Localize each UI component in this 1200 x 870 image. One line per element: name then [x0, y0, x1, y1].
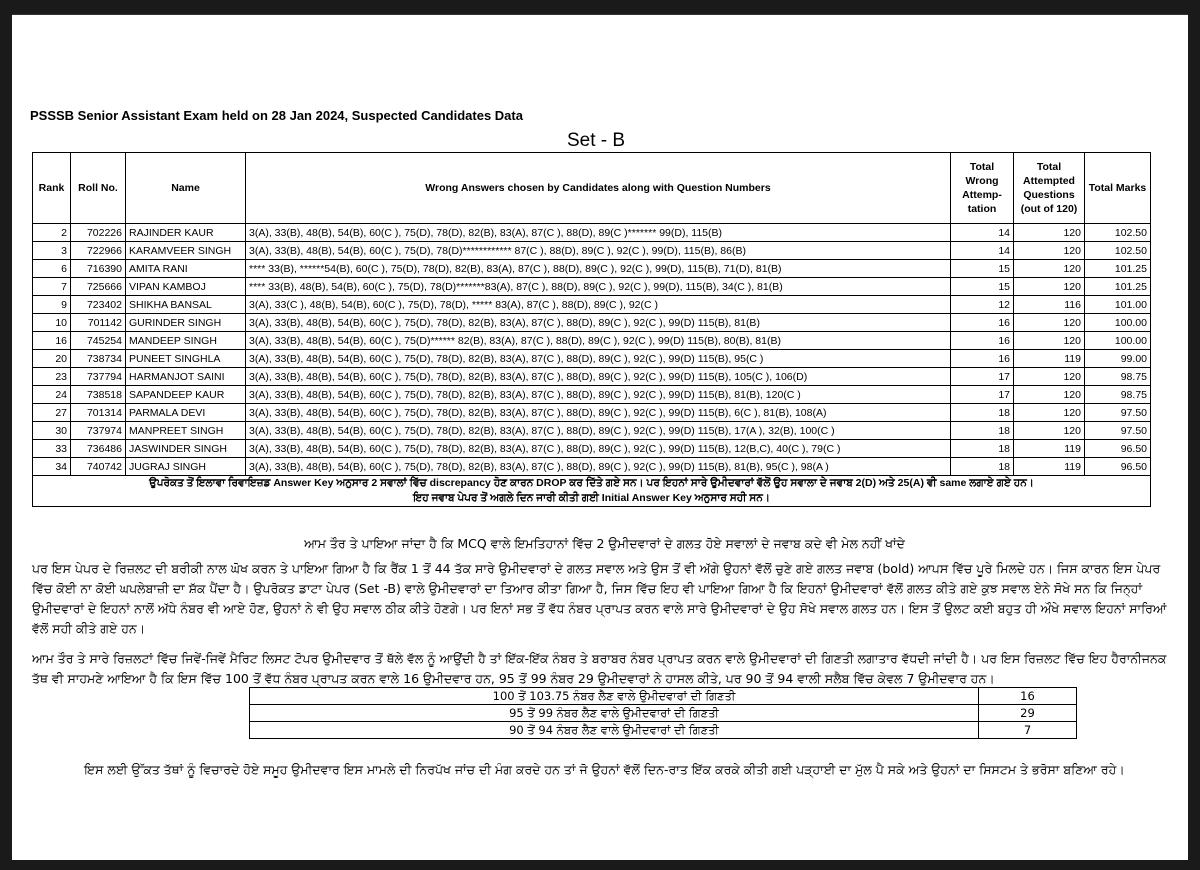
rank-cell: 10 — [33, 314, 71, 332]
table-row — [33, 440, 1151, 458]
summary-table — [249, 687, 1077, 739]
rank-cell: 34 — [33, 458, 71, 476]
summary-row — [250, 722, 1077, 739]
note-line-1: ਉਪਰੋਕਤ ਤੋਂ ਇਲਾਵਾ ਰਿਵਾਇਜ਼ਡ Answer Key ਅਨੁਸਾਰ 2 ਸਵਾਲਾਂ ਵਿੱਚ discrepancy ਹੋਣ ਕਾਰਨ DROP ਕਰ ਦਿੱਤੇ ਗਏ ਸਨ। ਪਰ ਇਹਨਾਂ ਸਾਰੇ ਉਮੀਦਵਾਰਾਂ ਵੱਲੋਂ ਉਹ ਸਵਾਲਾ ਦੇ ਜਵਾਬ 2(D) ਅਤੇ 25(A) ਵੀ same ਲਗਾਏ ਗਏ ਹਨ। — [149, 477, 1034, 489]
rank-cell: 6 — [33, 260, 71, 278]
total-marks-cell: 96.50 — [1085, 458, 1151, 476]
total-attempted-cell: 120 — [1014, 260, 1085, 278]
summary-label: 95 ਤੋਂ 99 ਨੰਬਰ ਲੈਣ ਵਾਲੇ ਉਮੀਦਵਾਰਾਂ ਦੀ ਗਿਣਤੀ — [250, 705, 979, 722]
total-wrong-cell: 17 — [951, 368, 1014, 386]
paragraph-1: ਆਮ ਤੌਰ ਤੇ ਪਾਇਆ ਜਾਂਦਾ ਹੈ ਕਿ MCQ ਵਾਲੇ ਇਮਤਿਹਾਨਾਂ ਵਿੱਚ 2 ਉਮੀਦਵਾਰਾਂ ਦੇ ਗਲਤ ਹੋਏ ਸਵਾਲਾਂ ਦੇ ਜਵਾਬ ਕਦੇ ਵੀ ਮੇਲ ਨਹੀਂ ਖਾਂਦੇ — [304, 536, 905, 551]
roll-no-cell: 737974 — [71, 422, 126, 440]
table-row — [33, 458, 1151, 476]
table-row — [33, 332, 1151, 350]
total-wrong-cell: 18 — [951, 458, 1014, 476]
summary-value: 7 — [979, 722, 1077, 739]
rank-cell: 24 — [33, 386, 71, 404]
roll-no-cell: 738734 — [71, 350, 126, 368]
total-attempted-cell: 116 — [1014, 296, 1085, 314]
total-wrong-cell: 17 — [951, 386, 1014, 404]
summary-row — [250, 705, 1077, 722]
table-row — [33, 278, 1151, 296]
total-attempted-cell: 120 — [1014, 404, 1085, 422]
roll-no-cell: 701142 — [71, 314, 126, 332]
wrong-answers-cell: **** 33(B), ******54(B), 60(C ), 75(D), 78(D), 82(B), 83(A), 87(C ), 88(D), 89(C ), 92(C ), 99(D), 115(B), 71(D), 81(B) — [246, 260, 951, 278]
header-name: Name — [126, 153, 246, 224]
summary-value: 29 — [979, 705, 1077, 722]
header-wrong-answers: Wrong Answers chosen by Candidates along with Question Numbers — [246, 153, 951, 224]
total-attempted-cell: 119 — [1014, 458, 1085, 476]
total-attempted-cell: 120 — [1014, 242, 1085, 260]
name-cell: HARMANJOT SAINI — [126, 368, 246, 386]
name-cell: PARMALA DEVI — [126, 404, 246, 422]
total-marks-cell: 98.75 — [1085, 368, 1151, 386]
name-cell: MANDEEP SINGH — [126, 332, 246, 350]
total-marks-cell: 101.00 — [1085, 296, 1151, 314]
total-wrong-cell: 16 — [951, 332, 1014, 350]
paragraph-4: ਇਸ ਲਈ ਉੱਕਤ ਤੱਥਾਂ ਨੂੰ ਵਿਚਾਰਦੇ ਹੋਏ ਸਮੂਹ ਉਮੀਦਵਾਰ ਇਸ ਮਾਮਲੇ ਦੀ ਨਿਰਪੱਖ ਜਾਂਚ ਦੀ ਮੰਗ ਕਰਦੇ ਹਨ ਤਾਂ ਜੋ ਉਹਨਾਂ ਵੱਲੋਂ ਦਿਨ-ਰਾਤ ਇੱਕ ਕਰਕੇ ਕੀਤੀ ਗਈ ਪੜ੍ਹਾਈ ਦਾ ਮੁੱਲ ਪੈ ਸਕੇ ਅਤੇ ਉਹਨਾਂ ਦਾ ਸਿਸਟਮ ਤੇ ਭਰੋਸਾ ਬਣਿਆ ਰਹੇ। — [84, 762, 1125, 777]
wrong-answers-cell: 3(A), 33(B), 48(B), 54(B), 60(C ), 75(D), 78(D), 82(B), 83(A), 87(C ), 88(D), 89(C ), 92(C ), 99(D) 115(B), 81(B) — [246, 314, 951, 332]
summary-value: 16 — [979, 688, 1077, 705]
wrong-answers-cell: 3(A), 33(B), 48(B), 54(B), 60(C ), 75(D), 78(D), 82(B), 83(A), 87(C ), 88(D), 89(C ), 92(C ), 99(D) 115(B), 95(C ) — [246, 350, 951, 368]
rank-cell: 23 — [33, 368, 71, 386]
paragraph-3: ਆਮ ਤੌਰ ਤੇ ਸਾਰੇ ਰਿਜ਼ਲਟਾਂ ਵਿੱਚ ਜਿਵੇਂ-ਜਿਵੇਂ ਮੈਰਿਟ ਲਿਸਟ ਟੋਪਰ ਉਮੀਦਵਾਰ ਤੋਂ ਥੱਲੇ ਵੱਲ ਨੂੰ ਆਉਂਦੀ ਹੈ ਤਾਂ ਇੱਕ-ਇੱਕ ਨੰਬਰ ਤੇ ਬਰਾਬਰ ਨੰਬਰ ਪ੍ਰਾਪਤ ਕਰਨ ਵਾਲੇ ਉਮੀਦਵਾਰਾਂ ਦੀ ਗਿਣਤੀ ਲਗਾਤਾਰ ਵੱਧਦੀ ਜਾਂਦੀ ਹੈ। ਪਰ ਇਸ ਰਿਜ਼ਲਟ ਵਿੱਚ ਇਹ ਹੈਰਾਨੀਜਨਕ ਤੱਥ ਵੀ ਸਾਹਮਣੇ ਆਇਆ ਹੈ ਕਿ ਇਸ ਵਿੱਚ 100 ਤੋਂ ਵੱਧ ਨੰਬਰ ਪ੍ਰਾਪਤ ਕਰਨ ਵਾਲੇ 16 ਉਮੀਦਵਾਰ ਹਨ, 95 ਤੋਂ 99 ਨੰਬਰ 29 ਉਮੀਦਵਾਰਾਂ ਨੇ ਹਾਸਲ ਕੀਤੇ, ਪਰ 90 ਤੋਂ 94 ਵਾਲੀ ਸਲੈਬ ਵਿੱਚ ਕੇਵਲ 7 ਉਮੀਦਵਾਰ ਹਨ। — [32, 651, 1167, 686]
roll-no-cell: 740742 — [71, 458, 126, 476]
roll-no-cell: 736486 — [71, 440, 126, 458]
name-cell: GURINDER SINGH — [126, 314, 246, 332]
table-row — [33, 296, 1151, 314]
table-row — [33, 368, 1151, 386]
header-total-attempted: Total Attempted Questions (out of 120) — [1014, 153, 1085, 224]
header-total-marks: Total Marks — [1085, 153, 1151, 224]
total-marks-cell: 101.25 — [1085, 278, 1151, 296]
roll-no-cell: 737794 — [71, 368, 126, 386]
name-cell: SHIKHA BANSAL — [126, 296, 246, 314]
summary-label: 100 ਤੋਂ 103.75 ਨੰਬਰ ਲੈਣ ਵਾਲੇ ਉਮੀਦਵਾਰਾਂ ਦੀ ਗਿਣਤੀ — [250, 688, 979, 705]
set-label: Set - B — [567, 130, 626, 151]
wrong-answers-cell: 3(A), 33(B), 48(B), 54(B), 60(C ), 75(D), 78(D), 82(B), 83(A), 87(C ), 88(D), 89(C ), 92(C ), 99(D) 115(B), 17(A ), 32(B), 100(C ) — [246, 422, 951, 440]
total-wrong-cell: 16 — [951, 314, 1014, 332]
rank-cell: 27 — [33, 404, 71, 422]
roll-no-cell: 716390 — [71, 260, 126, 278]
summary-label: 90 ਤੋਂ 94 ਨੰਬਰ ਲੈਣ ਵਾਲੇ ਉਮੀਦਵਾਰਾਂ ਦੀ ਗਿਣਤੀ — [250, 722, 979, 739]
table-row — [33, 350, 1151, 368]
name-cell: KARAMVEER SINGH — [126, 242, 246, 260]
roll-no-cell: 702226 — [71, 224, 126, 242]
total-wrong-cell: 18 — [951, 440, 1014, 458]
total-attempted-cell: 120 — [1014, 422, 1085, 440]
total-marks-cell: 101.25 — [1085, 260, 1151, 278]
rank-cell: 2 — [33, 224, 71, 242]
total-attempted-cell: 119 — [1014, 440, 1085, 458]
total-marks-cell: 97.50 — [1085, 422, 1151, 440]
total-attempted-cell: 120 — [1014, 368, 1085, 386]
total-wrong-cell: 14 — [951, 224, 1014, 242]
total-attempted-cell: 120 — [1014, 332, 1085, 350]
table-row — [33, 314, 1151, 332]
total-marks-cell: 100.00 — [1085, 314, 1151, 332]
total-marks-cell: 100.00 — [1085, 332, 1151, 350]
header-roll: Roll No. — [71, 153, 126, 224]
table-row — [33, 260, 1151, 278]
rank-cell: 33 — [33, 440, 71, 458]
rank-cell: 7 — [33, 278, 71, 296]
rank-cell: 3 — [33, 242, 71, 260]
note-line-2: ਇਹ ਜਵਾਬ ਪੇਪਰ ਤੋਂ ਅਗਲੇ ਦਿਨ ਜਾਰੀ ਕੀਤੀ ਗਈ Initial Answer Key ਅਨੁਸਾਰ ਸਹੀ ਸਨ। — [413, 492, 770, 504]
total-wrong-cell: 15 — [951, 278, 1014, 296]
total-wrong-cell: 14 — [951, 242, 1014, 260]
name-cell: MANPREET SINGH — [126, 422, 246, 440]
total-marks-cell: 99.00 — [1085, 350, 1151, 368]
summary-body — [250, 688, 1077, 739]
table-body — [33, 224, 1151, 476]
roll-no-cell: 701314 — [71, 404, 126, 422]
summary-row — [250, 688, 1077, 705]
note-cell — [33, 476, 1151, 507]
total-attempted-cell: 119 — [1014, 350, 1085, 368]
note-row — [33, 476, 1151, 507]
rank-cell: 9 — [33, 296, 71, 314]
name-cell: JASWINDER SINGH — [126, 440, 246, 458]
wrong-answers-cell: 3(A), 33(B), 48(B), 54(B), 60(C ), 75(D), 78(D), 82(B), 83(A), 87(C ), 88(D), 89(C ), 92(C ), 99(D) 115(B), 6(C ), 81(B), 108(A) — [246, 404, 951, 422]
roll-no-cell: 745254 — [71, 332, 126, 350]
wrong-answers-cell: 3(A), 33(B), 48(B), 54(B), 60(C ), 75(D), 78(D), 82(B), 83(A), 87(C ), 88(D), 89(C ), 92(C ), 99(D) 115(B), 81(B), 95(C ), 98(A ) — [246, 458, 951, 476]
total-marks-cell: 97.50 — [1085, 404, 1151, 422]
roll-no-cell: 722966 — [71, 242, 126, 260]
name-cell: RAJINDER KAUR — [126, 224, 246, 242]
total-marks-cell: 96.50 — [1085, 440, 1151, 458]
total-marks-cell: 102.50 — [1085, 224, 1151, 242]
name-cell: SAPANDEEP KAUR — [126, 386, 246, 404]
table-row — [33, 242, 1151, 260]
name-cell: VIPAN KAMBOJ — [126, 278, 246, 296]
wrong-answers-cell: 3(A), 33(B), 48(B), 54(B), 60(C ), 75(D), 78(D)************ 87(C ), 88(D), 89(C ), 92(C ), 99(D), 115(B), 86(B) — [246, 242, 951, 260]
wrong-answers-cell: 3(A), 33(B), 48(B), 54(B), 60(C ), 75(D), 78(D), 82(B), 83(A), 87(C ), 88(D), 89(C )******* 99(D), 115(B) — [246, 224, 951, 242]
total-attempted-cell: 120 — [1014, 314, 1085, 332]
header-total-wrong: Total Wrong Attemp-tation — [951, 153, 1014, 224]
total-attempted-cell: 120 — [1014, 224, 1085, 242]
header-rank: Rank — [33, 153, 71, 224]
wrong-answers-cell: 3(A), 33(B), 48(B), 54(B), 60(C ), 75(D), 78(D), 82(B), 83(A), 87(C ), 88(D), 89(C ), 92(C ), 99(D) 115(B), 81(B), 120(C ) — [246, 386, 951, 404]
total-wrong-cell: 16 — [951, 350, 1014, 368]
total-wrong-cell: 12 — [951, 296, 1014, 314]
wrong-answers-cell: 3(A), 33(B), 48(B), 54(B), 60(C ), 75(D)****** 82(B), 83(A), 87(C ), 88(D), 89(C ), 92(C ), 99(D) 115(B), 80(B), 81(B) — [246, 332, 951, 350]
total-wrong-cell: 18 — [951, 404, 1014, 422]
total-wrong-cell: 18 — [951, 422, 1014, 440]
table-row — [33, 422, 1151, 440]
name-cell: PUNEET SINGHLA — [126, 350, 246, 368]
wrong-answers-cell: 3(A), 33(C ), 48(B), 54(B), 60(C ), 75(D), 78(D), ***** 83(A), 87(C ), 88(D), 89(C ), 92(C ) — [246, 296, 951, 314]
rank-cell: 16 — [33, 332, 71, 350]
rank-cell: 30 — [33, 422, 71, 440]
top-border — [12, 14, 1188, 15]
document-page — [12, 14, 1188, 860]
table-row — [33, 404, 1151, 422]
table-row — [33, 224, 1151, 242]
candidates-table — [32, 152, 1151, 507]
rank-cell: 20 — [33, 350, 71, 368]
total-marks-cell: 102.50 — [1085, 242, 1151, 260]
total-attempted-cell: 120 — [1014, 278, 1085, 296]
roll-no-cell: 725666 — [71, 278, 126, 296]
name-cell: JUGRAJ SINGH — [126, 458, 246, 476]
document-title: PSSSB Senior Assistant Exam held on 28 Jan 2024, Suspected Candidates Data — [30, 108, 523, 123]
name-cell: AMITA RANI — [126, 260, 246, 278]
roll-no-cell: 723402 — [71, 296, 126, 314]
wrong-answers-cell: **** 33(B), 48(B), 54(B), 60(C ), 75(D), 78(D)*******83(A), 87(C ), 88(D), 89(C ), 92(C ), 99(D), 115(B), 34(C ), 81(B) — [246, 278, 951, 296]
total-wrong-cell: 15 — [951, 260, 1014, 278]
table-header-row — [33, 153, 1151, 224]
wrong-answers-cell: 3(A), 33(B), 48(B), 54(B), 60(C ), 75(D), 78(D), 82(B), 83(A), 87(C ), 88(D), 89(C ), 92(C ), 99(D) 115(B), 105(C ), 106(D) — [246, 368, 951, 386]
wrong-answers-cell: 3(A), 33(B), 48(B), 54(B), 60(C ), 75(D), 78(D), 82(B), 83(A), 87(C ), 88(D), 89(C ), 92(C ), 99(D) 115(B), 12(B,C), 40(C ), 79(C ) — [246, 440, 951, 458]
paragraph-2: ਪਰ ਇਸ ਪੇਪਰ ਦੇ ਰਿਜ਼ਲਟ ਦੀ ਬਰੀਕੀ ਨਾਲ ਘੋਖ ਕਰਨ ਤੇ ਪਾਇਆ ਗਿਆ ਹੈ ਕਿ ਰੈਂਕ 1 ਤੋਂ 44 ਤੱਕ ਸਾਰੇ ਉਮੀਦਵਾਰਾਂ ਦੇ ਗਲਤ ਸਵਾਲ ਅਤੇ ਉਸ ਤੋਂ ਵੀ ਅੱਗੇ ਉਹਨਾਂ ਵੱਲੋਂ ਚੁਣੇ ਗਏ ਗਲਤ ਜਵਾਬ (bold) ਆਪਸ ਵਿੱਚ ਪੂਰੇ ਮਿਲਦੇ ਹਨ। ਜਿਸ ਕਾਰਨ ਇਸ ਪੇਪਰ ਵਿੱਚ ਕੋਈ ਨਾ ਕੋਈ ਘਪਲੇਬਾਜ਼ੀ ਦਾ ਸ਼ੱਕ ਪੈਂਦਾ ਹੈ। ਉਪਰੋਕਤ ਡਾਟਾ ਪੇਪਰ (Set -B) ਵਾਲੇ ਉਮੀਦਵਾਰਾਂ ਦਾ ਤਿਆਰ ਕੀਤਾ ਗਿਆ ਹੈ, ਜਿਸ ਵਿੱਚ ਇਹ ਵੀ ਪਾਇਆ ਗਿਆ ਹੈ ਕਿ ਇਹਨਾਂ ਉਮੀਦਵਾਰਾਂ ਵੱਲੋਂ ਗਲਤ ਕੀਤੇ ਗਏ ਕੁਝ ਸਵਾਲ ਏਨੇ ਸੋਖੇ ਸਨ ਕਿ ਜਿਨ੍ਹਾਂ ਉਮੀਦਵਾਰਾਂ ਦੇ ਇਹਨਾਂ ਨਾਲੋਂ ਅੱਧੇ ਨੰਬਰ ਵੀ ਆਏ ਹੋਣ, ਉਹਨਾਂ ਨੇ ਵੀ ਉਹ ਸਵਾਲ ਠੀਕ ਕੀਤੇ ਹੋਣਗੇ। ਪਰ ਇਨਾਂ ਸਭ ਤੋਂ ਵੱਧ ਨੰਬਰ ਪ੍ਰਾਪਤ ਕਰਨ ਵਾਲੇ ਸਾਰੇ ਉਮੀਦਵਾਰਾਂ ਦੇ ਉਹ ਸੋਖੇ ਸਵਾਲ ਗਲਤ ਹਨ। ਇਸ ਤੋਂ ਉਲਟ ਕਈ ਬਹੁਤ ਹੀ ਔਖੇ ਸਵਾਲ ਇਹਨਾਂ ਸਾਰਿਆਂ ਵੱਲੋਂ ਸਹੀ ਕੀਤੇ ਗਏ ਹਨ। — [32, 561, 1167, 636]
table-row — [33, 386, 1151, 404]
total-marks-cell: 98.75 — [1085, 386, 1151, 404]
roll-no-cell: 738518 — [71, 386, 126, 404]
total-attempted-cell: 120 — [1014, 386, 1085, 404]
